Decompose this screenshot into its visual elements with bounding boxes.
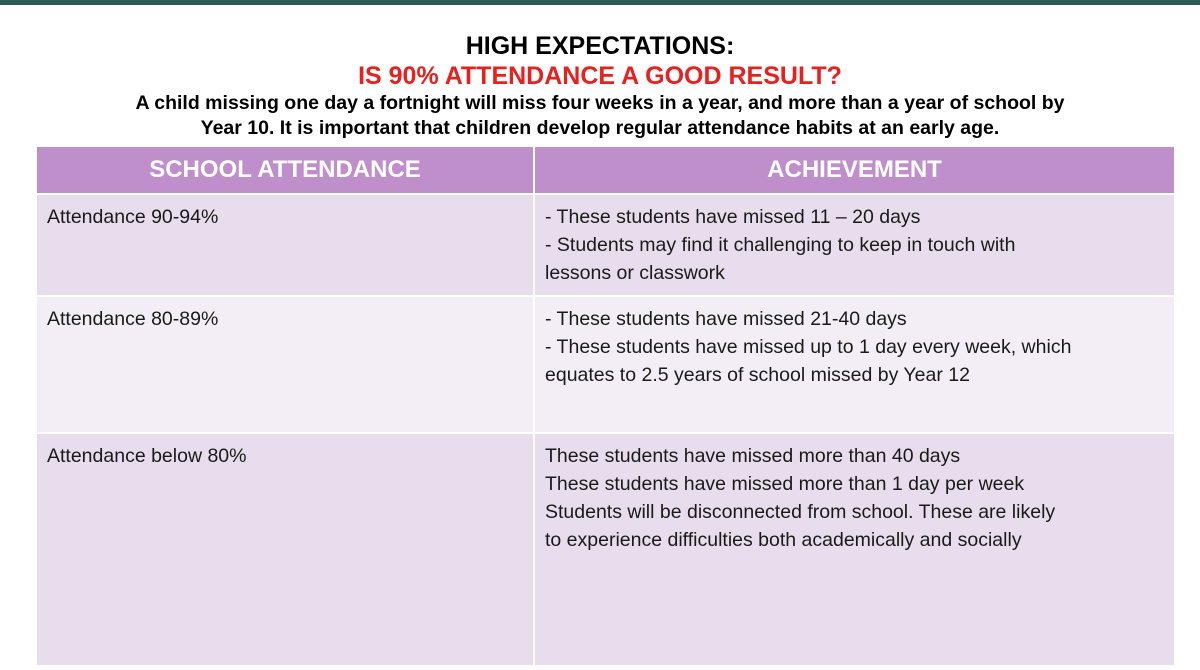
achievement-line: - These students have missed up to 1 day every week, which: [545, 336, 1072, 358]
achievement-cell: [535, 434, 1174, 665]
table-row: [37, 297, 1174, 432]
intro-line-1: A child missing one day a fortnight will miss four weeks in a year, and more than a year of school by: [135, 92, 1065, 114]
achievement-line: to experience difficulties both academically and socially: [545, 529, 1022, 551]
achievement-line: Students will be disconnected from school. These are likely: [545, 501, 1056, 523]
attendance-table: [37, 147, 1174, 665]
attendance-cell: Attendance 80-89%: [37, 297, 533, 432]
achievement-line: These students have missed more than 40 days: [545, 445, 961, 467]
slide: [0, 5, 1200, 670]
table-row: [37, 195, 1174, 295]
achievement-cell: [535, 297, 1174, 432]
attendance-cell: Attendance 90-94%: [37, 195, 533, 295]
table-row: [37, 434, 1174, 665]
achievement-cell: [535, 195, 1174, 295]
achievement-line: equates to 2.5 years of school missed by Year 12: [545, 364, 970, 386]
attendance-cell: Attendance below 80%: [37, 434, 533, 665]
intro-line-2: Year 10. It is important that children develop regular attendance habits at an early age.: [200, 117, 1000, 139]
title-line-2: IS 90% ATTENDANCE A GOOD RESULT?: [358, 62, 842, 90]
header-achievement: ACHIEVEMENT: [535, 147, 1174, 193]
intro-text: [30, 91, 1170, 141]
achievement-line: These students have missed more than 1 day per week: [545, 473, 1025, 495]
achievement-line: - Students may find it challenging to keep in touch with: [545, 234, 1016, 256]
achievement-line: lessons or classwork: [545, 262, 725, 284]
header-school-attendance: SCHOOL ATTENDANCE: [37, 147, 533, 193]
table-header-row: [37, 147, 1174, 193]
title-line-1: HIGH EXPECTATIONS:: [465, 32, 735, 60]
achievement-line: - These students have missed 11 – 20 days: [545, 206, 921, 228]
achievement-line: - These students have missed 21-40 days: [545, 308, 907, 330]
